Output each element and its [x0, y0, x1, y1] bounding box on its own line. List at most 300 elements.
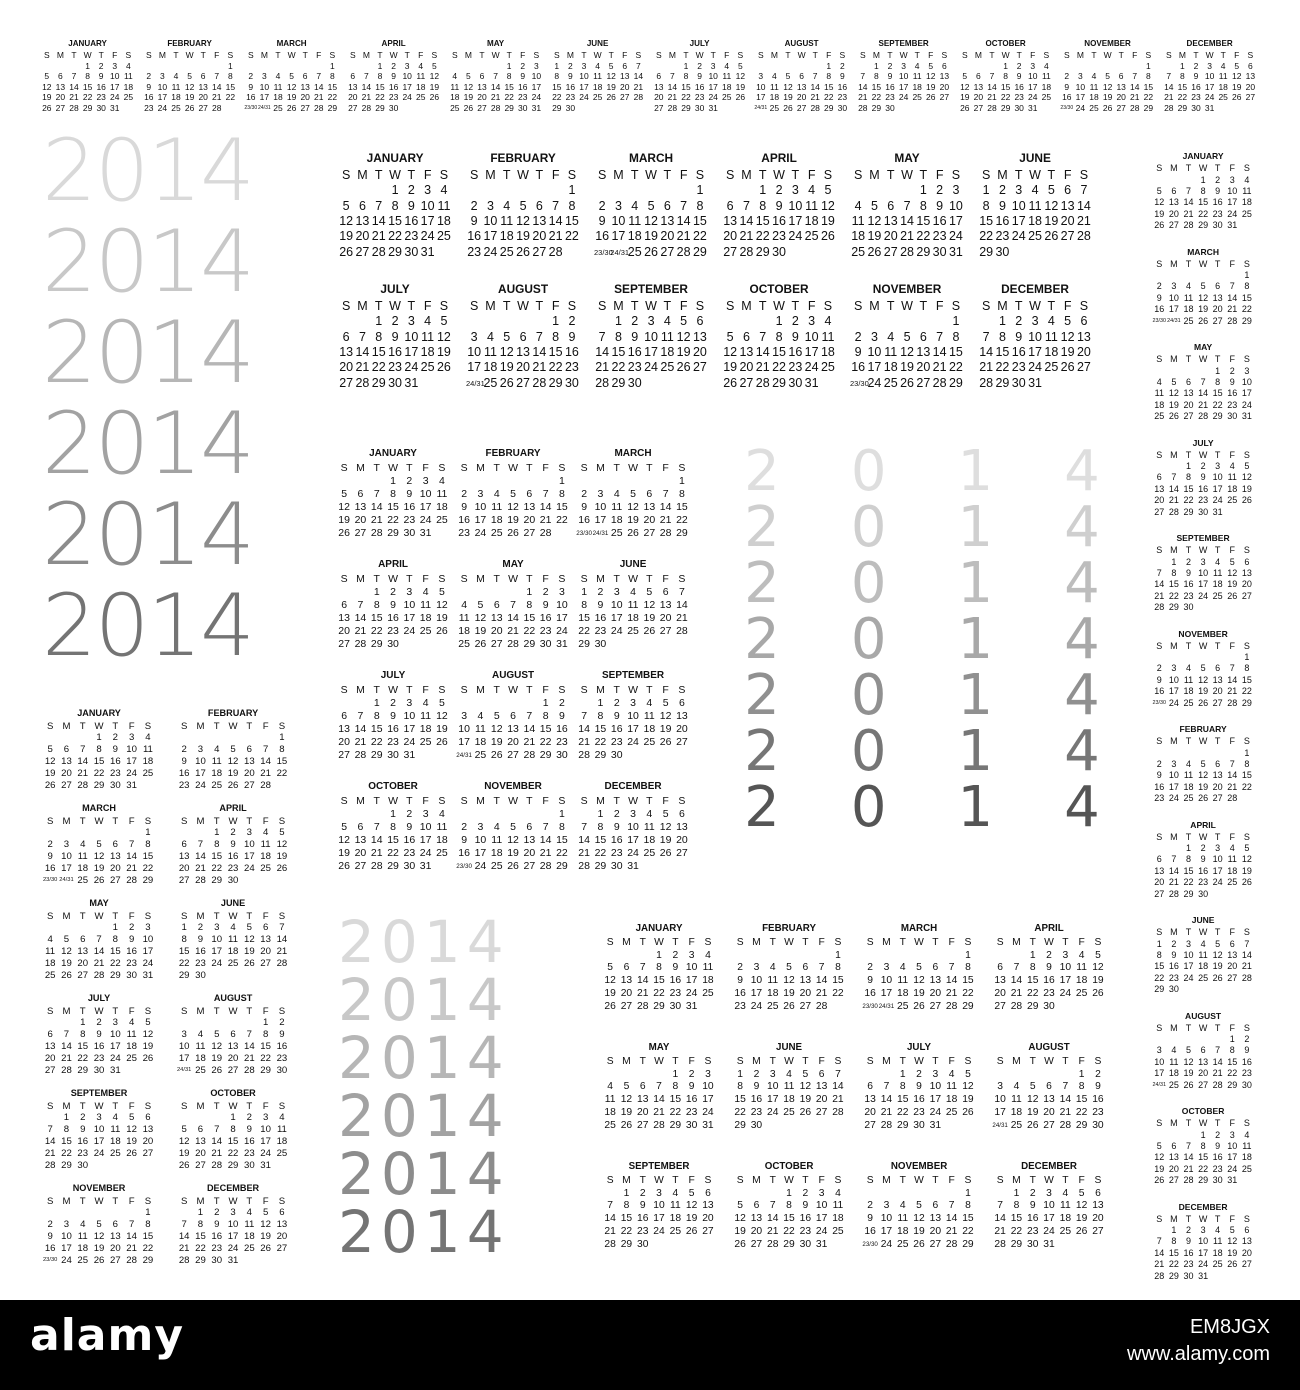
- week-row: [652, 92, 747, 103]
- day-cell: 16: [595, 229, 610, 244]
- day-cell: [618, 1069, 634, 1082]
- weekday-letter: T: [213, 720, 220, 732]
- day-cell: 9: [639, 1200, 646, 1212]
- day-cell: 11: [1213, 1236, 1223, 1247]
- day-cell: 22: [594, 735, 607, 748]
- day-cell: [58, 1017, 74, 1029]
- day-cell: 21: [354, 735, 367, 748]
- day-cell: 26: [734, 1238, 746, 1250]
- day-cell: 14: [1154, 579, 1165, 590]
- day-cell: 31: [142, 969, 154, 981]
- day-cell: 5: [688, 1187, 695, 1199]
- day-cell: 11: [1218, 71, 1228, 82]
- day-cell: 5: [1156, 1140, 1162, 1151]
- day-cell: 26: [913, 1238, 925, 1250]
- weekday-letter: F: [422, 572, 429, 585]
- day-cell: 9: [230, 839, 236, 851]
- day-cell: 17: [1227, 1152, 1238, 1163]
- day-cell: [781, 1120, 797, 1133]
- day-cell: 21: [755, 360, 770, 375]
- day-cell: [1181, 1130, 1196, 1141]
- weekday-letter: F: [1078, 1055, 1085, 1067]
- day-cell: 25: [820, 360, 835, 375]
- day-cell: 6: [526, 487, 533, 500]
- day-cell: 4: [493, 820, 500, 833]
- day-cell: 23/30: [1152, 699, 1167, 706]
- day-cell: 14: [276, 934, 288, 946]
- week-row: [1152, 591, 1254, 602]
- week-row: [992, 1213, 1106, 1226]
- day-cell: 18: [660, 344, 675, 359]
- day-cell: 7: [358, 329, 366, 344]
- week-row: [142, 103, 237, 114]
- day-cell: 4: [477, 709, 484, 722]
- day-cell: 19: [142, 1040, 154, 1052]
- day-cell: 24: [898, 92, 909, 103]
- weekday-letter: W: [784, 1174, 794, 1186]
- day-cell: [1196, 366, 1211, 377]
- day-cell: 27: [883, 244, 898, 259]
- week-row: [176, 756, 290, 768]
- day-cell: 17: [579, 81, 589, 92]
- day-cell: 18: [1227, 483, 1238, 494]
- day-cell: 19: [1212, 961, 1223, 972]
- day-cell: 9: [80, 1124, 86, 1136]
- day-cell: 28: [126, 1254, 137, 1266]
- day-cell: 30: [837, 102, 848, 113]
- day-cell: 17: [880, 987, 893, 999]
- day-cell: 19: [723, 360, 738, 375]
- week-row: [42, 744, 156, 756]
- day-cell: 26: [339, 244, 354, 259]
- day-cell: 22: [783, 1225, 795, 1237]
- week-row: [594, 229, 708, 244]
- day-cell: 24/31: [610, 247, 630, 257]
- day-cell: 8: [390, 820, 396, 833]
- day-cell: 19: [1241, 865, 1252, 876]
- weekday-letter: S: [951, 298, 961, 313]
- day-cell: 24/31: [878, 1002, 895, 1010]
- week-row: [456, 475, 570, 488]
- day-cell: 24: [1183, 972, 1194, 983]
- day-cell: 3: [406, 696, 413, 709]
- week-row: [732, 1094, 846, 1107]
- day-cell: 27: [300, 102, 310, 113]
- week-row: [602, 1226, 716, 1239]
- day-cell: 29: [669, 1119, 682, 1131]
- week-row: [594, 376, 708, 391]
- day-cell: 20: [637, 1106, 649, 1118]
- day-cell: 6: [799, 71, 804, 82]
- day-cell: 4: [786, 1068, 792, 1080]
- weekday-letter: F: [662, 572, 669, 585]
- day-cell: 9: [214, 1219, 220, 1231]
- day-cell: 25: [499, 244, 514, 259]
- day-cell: 6: [341, 598, 348, 611]
- day-cell: 13: [676, 820, 688, 833]
- weekday-letter: W: [1198, 354, 1208, 365]
- day-cell: 29: [1143, 102, 1154, 113]
- week-row: [862, 1226, 976, 1239]
- day-cell: 11: [805, 198, 819, 213]
- day-cell: [434, 749, 450, 762]
- day-cell: [1060, 61, 1074, 72]
- year-digit: 0: [850, 551, 887, 616]
- day-cell: 25: [1154, 411, 1165, 422]
- day-cell: 2: [1171, 938, 1177, 949]
- weekday-letter: S: [736, 1174, 744, 1186]
- week-row: [456, 527, 570, 540]
- day-cell: 19: [913, 1225, 925, 1237]
- day-cell: 19: [490, 735, 503, 748]
- day-cell: 11: [260, 839, 271, 851]
- week-row: [992, 988, 1106, 1001]
- day-cell: 25: [458, 637, 470, 650]
- day-cell: 22: [620, 1225, 633, 1237]
- day-cell: 30: [799, 1238, 812, 1250]
- year-spaced-row: [732, 607, 1112, 672]
- day-cell: 14: [1212, 1056, 1223, 1067]
- day-cell: [1041, 1069, 1057, 1082]
- day-cell: 28: [44, 1159, 56, 1171]
- day-cell: 12: [1198, 292, 1209, 303]
- weekday-letter: S: [180, 720, 188, 732]
- day-cell: 24: [1204, 92, 1215, 103]
- day-cell: 14: [539, 833, 552, 846]
- day-cell: 1: [80, 1017, 86, 1029]
- day-cell: 13: [490, 611, 503, 624]
- weekday-letter: W: [914, 1055, 924, 1067]
- day-cell: 2: [597, 585, 604, 598]
- week-row: [456, 723, 570, 736]
- day-cell: 4: [422, 696, 429, 709]
- day-cell: 23: [539, 624, 552, 637]
- day-cell: [1240, 793, 1255, 804]
- day-cell: 25: [211, 779, 223, 791]
- week-row: [576, 847, 690, 860]
- day-cell: 6: [262, 922, 269, 934]
- day-cell: 11: [416, 71, 426, 82]
- day-cell: 13: [195, 1135, 206, 1147]
- week-row: [42, 827, 156, 839]
- day-cell: 23: [96, 92, 106, 103]
- day-cell: 11: [491, 500, 503, 513]
- weekday-header: [1152, 354, 1254, 365]
- day-cell: [192, 1017, 208, 1029]
- day-cell: 9: [613, 709, 620, 722]
- day-cell: 15: [370, 722, 383, 735]
- day-cell: 26: [820, 229, 835, 244]
- day-cell: 5: [1095, 949, 1101, 961]
- weekday-letter: W: [654, 1174, 664, 1186]
- day-cell: 12: [1227, 567, 1238, 578]
- weekday-letter: S: [678, 683, 686, 696]
- day-cell: 16: [864, 1225, 876, 1237]
- day-cell: 5: [824, 183, 832, 198]
- day-cell: 24: [685, 987, 698, 999]
- weekday-letter: S: [736, 936, 744, 948]
- day-cell: [883, 183, 899, 198]
- day-cell: 21: [1168, 495, 1179, 506]
- day-cell: 4: [1244, 174, 1250, 185]
- day-cell: 22: [578, 624, 590, 637]
- day-cell: 3: [461, 709, 468, 722]
- day-cell: [107, 1160, 123, 1172]
- day-cell: 13: [799, 975, 812, 987]
- day-cell: 21: [1198, 399, 1209, 410]
- day-cell: 10: [594, 500, 607, 513]
- day-cell: 25: [1183, 315, 1194, 326]
- day-cell: 10: [474, 833, 487, 846]
- day-cell: 23: [93, 1052, 105, 1064]
- day-cell: [371, 183, 387, 198]
- day-cell: [505, 586, 521, 599]
- day-cell: 4: [440, 183, 448, 198]
- day-cell: 23: [694, 92, 705, 103]
- day-cell: 28: [1227, 793, 1238, 804]
- day-cell: 15: [1241, 674, 1252, 685]
- day-cell: 11: [1011, 1094, 1022, 1106]
- year-digit: 1: [957, 607, 994, 672]
- weekday-letter: S: [340, 683, 348, 696]
- day-cell: 4: [173, 71, 179, 82]
- day-cell: 14: [979, 344, 994, 359]
- day-cell: 16: [1183, 1247, 1194, 1258]
- day-cell: 9: [47, 1230, 53, 1242]
- day-cell: 27: [1116, 102, 1126, 113]
- day-cell: 15: [620, 1213, 633, 1225]
- day-cell: 12: [627, 500, 639, 513]
- day-cell: 19: [93, 1242, 105, 1254]
- day-cell: 31: [420, 244, 435, 259]
- day-cell: 16: [246, 92, 256, 103]
- day-cell: 6: [696, 314, 704, 329]
- weekday-header: [1162, 50, 1257, 61]
- weekday-letter: S: [981, 167, 991, 182]
- day-cell: [241, 970, 257, 982]
- weekday-letter: T: [683, 50, 689, 61]
- day-cell: 23/30: [42, 1256, 58, 1263]
- day-cell: 4: [439, 807, 445, 820]
- day-cell: 9: [998, 198, 1006, 213]
- day-cell: 3: [1031, 314, 1039, 329]
- week-row: [594, 314, 708, 329]
- week-row: [1152, 579, 1254, 590]
- day-cell: 23: [195, 957, 206, 969]
- week-row: [992, 1094, 1106, 1107]
- year-digit: 1: [957, 663, 994, 728]
- week-row: [576, 488, 690, 501]
- day-cell: 3: [1171, 281, 1177, 292]
- day-cell: 17: [1204, 81, 1215, 92]
- day-cell: 17: [1198, 579, 1209, 590]
- day-cell: 14: [370, 833, 383, 846]
- day-cell: 15: [211, 850, 223, 862]
- year-digit: 0: [850, 495, 887, 560]
- day-cell: 5: [439, 585, 445, 598]
- day-cell: [499, 314, 515, 329]
- weekday-letter: W: [94, 910, 104, 922]
- day-cell: 12: [1232, 71, 1242, 82]
- day-cell: 11: [783, 1081, 795, 1093]
- day-cell: 25: [244, 1242, 255, 1254]
- day-cell: 1: [1171, 1225, 1177, 1236]
- day-cell: 24/31: [258, 104, 271, 111]
- day-cell: 25: [450, 102, 460, 113]
- day-cell: 4: [646, 807, 653, 820]
- day-cell: 7: [1171, 472, 1177, 483]
- weekday-letter: T: [710, 50, 716, 61]
- day-cell: [1225, 507, 1240, 518]
- day-cell: 26: [1241, 877, 1252, 888]
- weekday-header: [722, 168, 836, 183]
- month-calendar-august-middle: [456, 669, 570, 762]
- day-cell: 23/30: [862, 1002, 878, 1010]
- week-row: [576, 514, 690, 527]
- day-cell: 27: [939, 92, 950, 103]
- day-cell: 14: [361, 81, 372, 92]
- week-row: [1162, 82, 1257, 93]
- day-cell: 18: [1227, 865, 1238, 876]
- week-row: [176, 1160, 290, 1172]
- day-cell: 11: [450, 81, 460, 92]
- day-cell: [813, 1120, 829, 1133]
- day-cell: [576, 808, 592, 821]
- weekday-letter: F: [551, 167, 560, 182]
- day-cell: 29: [1227, 1079, 1238, 1090]
- day-cell: [352, 808, 368, 821]
- day-cell: 26: [178, 1159, 190, 1171]
- day-cell: 3: [262, 71, 267, 82]
- day-cell: 6: [357, 820, 364, 833]
- day-cell: 11: [1169, 1056, 1179, 1067]
- day-cell: 29: [962, 1238, 974, 1250]
- weekday-letter: T: [886, 167, 895, 182]
- week-row: [1152, 675, 1254, 686]
- day-cell: 22: [1241, 686, 1252, 697]
- day-cell: 3: [262, 1112, 269, 1124]
- week-row: [448, 71, 543, 82]
- day-cell: 1: [1229, 1034, 1235, 1045]
- day-cell: 20: [339, 360, 354, 375]
- weekday-letter: S: [655, 50, 662, 61]
- day-cell: 20: [276, 1230, 288, 1242]
- day-cell: [797, 1120, 813, 1133]
- weekday-letter: S: [329, 50, 336, 61]
- day-cell: 2: [1064, 71, 1070, 82]
- day-cell: 3: [160, 71, 165, 82]
- day-cell: 14: [93, 945, 105, 957]
- day-cell: 4: [1171, 1045, 1177, 1056]
- week-row: [42, 1124, 156, 1136]
- day-cell: 27: [339, 375, 354, 390]
- day-cell: 9: [631, 329, 639, 344]
- weekday-letter: M: [596, 572, 605, 585]
- weekday-letter: T: [646, 683, 653, 696]
- day-cell: 3: [1171, 758, 1177, 769]
- week-row: [466, 345, 580, 360]
- day-cell: 26: [1227, 590, 1238, 601]
- day-cell: 5: [1215, 938, 1221, 949]
- day-cell: 30: [750, 1119, 763, 1131]
- day-cell: 2: [230, 827, 236, 839]
- day-cell: [765, 1188, 781, 1201]
- day-cell: 28: [1227, 697, 1238, 708]
- weekday-letter: S: [853, 167, 863, 182]
- weekday-letter: T: [493, 794, 500, 807]
- day-cell: 21: [1168, 877, 1179, 888]
- day-cell: 16: [627, 344, 642, 359]
- month-name: SEPTEMBER: [628, 1161, 690, 1172]
- day-cell: 3: [710, 60, 716, 71]
- day-cell: 22: [916, 229, 931, 244]
- day-cell: 8: [1029, 962, 1036, 974]
- weekday-header: [576, 573, 690, 586]
- day-cell: 28: [361, 102, 372, 113]
- day-cell: 27: [244, 779, 255, 791]
- day-cell: 27: [1168, 1175, 1179, 1186]
- day-cell: 6: [200, 71, 206, 82]
- day-cell: 7: [883, 1081, 890, 1093]
- month-calendar-february-left: [176, 707, 290, 791]
- day-cell: 18: [260, 850, 271, 862]
- day-cell: 2: [1156, 758, 1162, 769]
- year-digit: 0: [850, 719, 887, 784]
- day-cell: 20: [692, 344, 707, 359]
- weekday-letter: W: [593, 50, 602, 61]
- day-cell: 10: [1168, 674, 1179, 685]
- week-row: [466, 214, 580, 229]
- day-cell: 21: [276, 945, 288, 957]
- day-cell: 15: [77, 1040, 89, 1052]
- day-cell: 19: [1092, 975, 1104, 987]
- day-cell: [360, 61, 374, 72]
- day-cell: 21: [659, 513, 672, 526]
- site-url[interactable]: www.alamy.com: [1127, 1343, 1270, 1365]
- day-cell: 28: [1168, 506, 1179, 517]
- week-row: [652, 82, 747, 93]
- day-cell: 1: [145, 1207, 151, 1219]
- day-cell: 7: [1229, 663, 1235, 674]
- day-cell: 27: [354, 859, 367, 872]
- weekday-letter: F: [542, 683, 549, 696]
- day-cell: 18: [722, 81, 732, 92]
- day-cell: 22: [260, 1052, 271, 1064]
- day-cell: 13: [676, 709, 688, 722]
- day-cell: [866, 314, 882, 329]
- day-cell: 25: [483, 375, 498, 390]
- day-cell: 20: [796, 92, 807, 103]
- weekday-letter: T: [213, 815, 220, 827]
- weekday-letter: S: [1094, 1174, 1102, 1186]
- alamy-logo[interactable]: alamy: [30, 1310, 184, 1361]
- week-row: [456, 697, 570, 710]
- day-cell: 15: [195, 1230, 206, 1242]
- day-cell: [336, 586, 352, 599]
- day-cell: 18: [945, 1094, 958, 1106]
- day-cell: [635, 1069, 651, 1082]
- week-row: [1162, 103, 1257, 114]
- day-cell: 8: [1185, 854, 1191, 865]
- weekday-letter: S: [1094, 936, 1102, 948]
- month-name: MAY: [894, 151, 920, 165]
- day-cell: 25: [1212, 590, 1223, 601]
- day-cell: 28: [1198, 411, 1209, 422]
- day-cell: 8: [1156, 949, 1162, 960]
- day-cell: 5: [1064, 314, 1072, 329]
- day-cell: 14: [355, 344, 370, 359]
- week-row: [1152, 197, 1254, 208]
